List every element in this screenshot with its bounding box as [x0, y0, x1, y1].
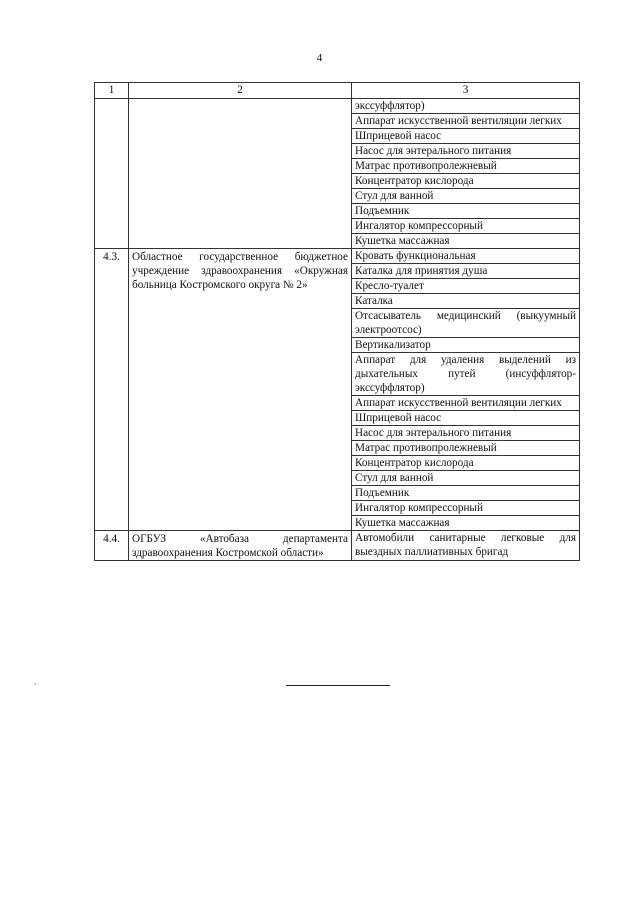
- equipment-item: Аппарат искусственной вентиляции легких: [352, 395, 579, 410]
- equipment-item: Шприцевой насос: [352, 410, 579, 425]
- equipment-list: [352, 249, 579, 530]
- equipment-item: Матрас противопролежневый: [352, 158, 579, 173]
- equipment-item: Ингалятор компрессорный: [352, 500, 579, 515]
- header-col-1: 1: [95, 83, 129, 99]
- equipment-item: Кушетка массажная: [352, 515, 579, 530]
- header-col-3: 3: [352, 83, 580, 99]
- equipment-item: Каталка: [352, 293, 579, 308]
- equipment-item: Подъемник: [352, 203, 579, 218]
- equipment-item: Кровать функциональная: [355, 250, 476, 262]
- equipment-item: Аппарат искусственной вентиляции легких: [352, 113, 579, 128]
- end-separator-line: [286, 685, 390, 686]
- equipment-item: Ингалятор компрессорный: [352, 218, 579, 233]
- table-row: [95, 531, 580, 561]
- table-row: [95, 249, 580, 531]
- row-number: 4.4.: [95, 531, 129, 561]
- organization-cell: [129, 99, 352, 249]
- equipment-item: Автомобили санитарные легковые для выездных паллиативных бригад: [355, 532, 576, 558]
- table-header-row: [95, 83, 580, 99]
- table-row: [95, 99, 580, 249]
- equipment-cell: [352, 99, 580, 249]
- equipment-item: Каталка для принятия душа: [352, 263, 579, 278]
- equipment-list: [352, 99, 579, 248]
- equipment-item: Матрас противопролежневый: [352, 440, 579, 455]
- equipment-item: Кресло-туалет: [352, 278, 579, 293]
- equipment-item: экссуффлятор): [355, 100, 425, 112]
- equipment-item: Стул для ванной: [352, 188, 579, 203]
- equipment-item: Подъемник: [352, 485, 579, 500]
- header-col-2: 2: [129, 83, 352, 99]
- equipment-item: Насос для энтерального питания: [352, 143, 579, 158]
- equipment-item: Концентратор кислорода: [352, 455, 579, 470]
- equipment-cell: [352, 249, 580, 531]
- organization-cell: ОГБУЗ «Автобаза департамента здравоохранения Костромской области»: [129, 531, 352, 561]
- equipment-list: [352, 531, 579, 559]
- equipment-item: Кушетка массажная: [352, 233, 579, 248]
- equipment-item: Вертикализатор: [352, 337, 579, 352]
- equipment-table: [94, 82, 580, 561]
- equipment-item: Аппарат для удаления выделений из дыхательных путей (инсуффлятор-экссуффлятор): [352, 352, 579, 395]
- organization-cell: Областное государственное бюджетное учреждение здравоохранения «Окружная больница Костромского округа № 2»: [129, 249, 352, 531]
- row-number: 4.3.: [95, 249, 129, 531]
- page-number: 4: [316, 52, 323, 64]
- equipment-cell: [352, 531, 580, 561]
- equipment-item: Насос для энтерального питания: [352, 425, 579, 440]
- equipment-item: Концентратор кислорода: [352, 173, 579, 188]
- equipment-item: Отсасыватель медицинский (выкуумный электроотсос): [352, 308, 579, 337]
- scan-speck: [34, 683, 36, 685]
- row-number: [95, 99, 129, 249]
- equipment-item: Шприцевой насос: [352, 128, 579, 143]
- equipment-item: Стул для ванной: [352, 470, 579, 485]
